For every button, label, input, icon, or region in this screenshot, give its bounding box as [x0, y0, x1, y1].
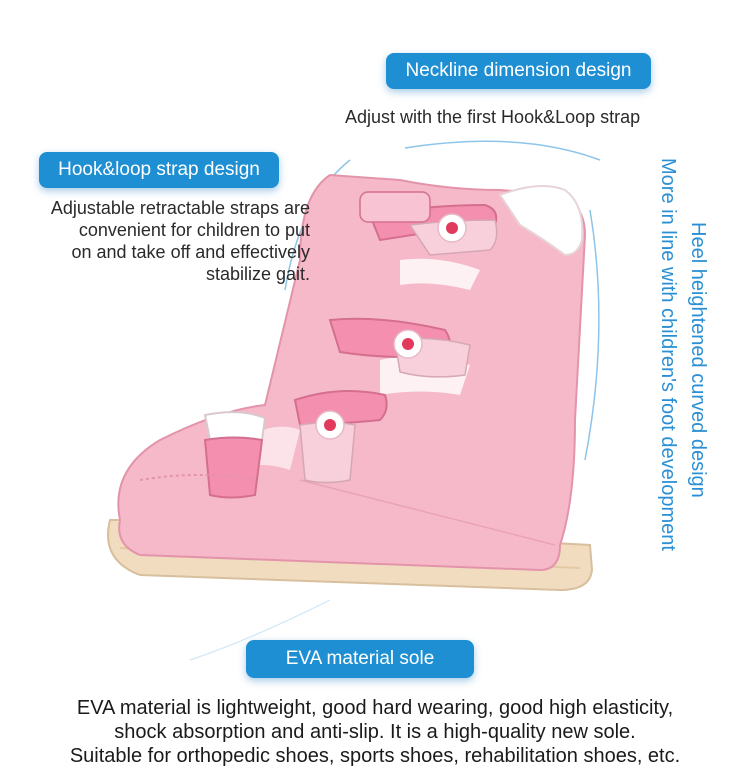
- hook-loop-title: Hook&loop strap design: [39, 152, 279, 188]
- front-strap-tip: [205, 412, 265, 440]
- hook-desc-line-4: stabilize gait.: [205, 264, 310, 284]
- eva-desc-line-1: EVA material is lightweight, good hard wearing, good high elasticity,: [76, 697, 674, 719]
- flower-top: [438, 214, 466, 242]
- heel-design-description: More in line with children's foot development: [657, 158, 679, 551]
- arc-heel: [585, 210, 599, 460]
- neckline-description: Adjust with the first Hook&Loop strap: [345, 107, 641, 127]
- eva-title: EVA material sole: [246, 640, 474, 678]
- flower-middle: [394, 330, 422, 358]
- neckline-title: Neckline dimension design: [386, 53, 651, 89]
- arc-top: [405, 141, 600, 160]
- eva-desc-line-3: Suitable for orthopedic shoes, sports shoes, rehabilitation shoes, etc.: [69, 745, 681, 767]
- eva-desc-line-2: shock absorption and anti-slip. It is a high-quality new sole.: [114, 721, 636, 743]
- brand-tab: [360, 192, 430, 222]
- flower-bottom: [316, 411, 344, 439]
- hook-desc-line-3: on and take off and effectively: [71, 242, 310, 262]
- hook-desc-line-2: convenient for children to put: [78, 220, 310, 240]
- eva-description: [0, 696, 750, 768]
- heel-design-label: Heel heightened curved design: [687, 222, 709, 498]
- hook-loop-description: [0, 197, 310, 285]
- hook-desc-line-1: Adjustable retractable straps are: [50, 198, 310, 218]
